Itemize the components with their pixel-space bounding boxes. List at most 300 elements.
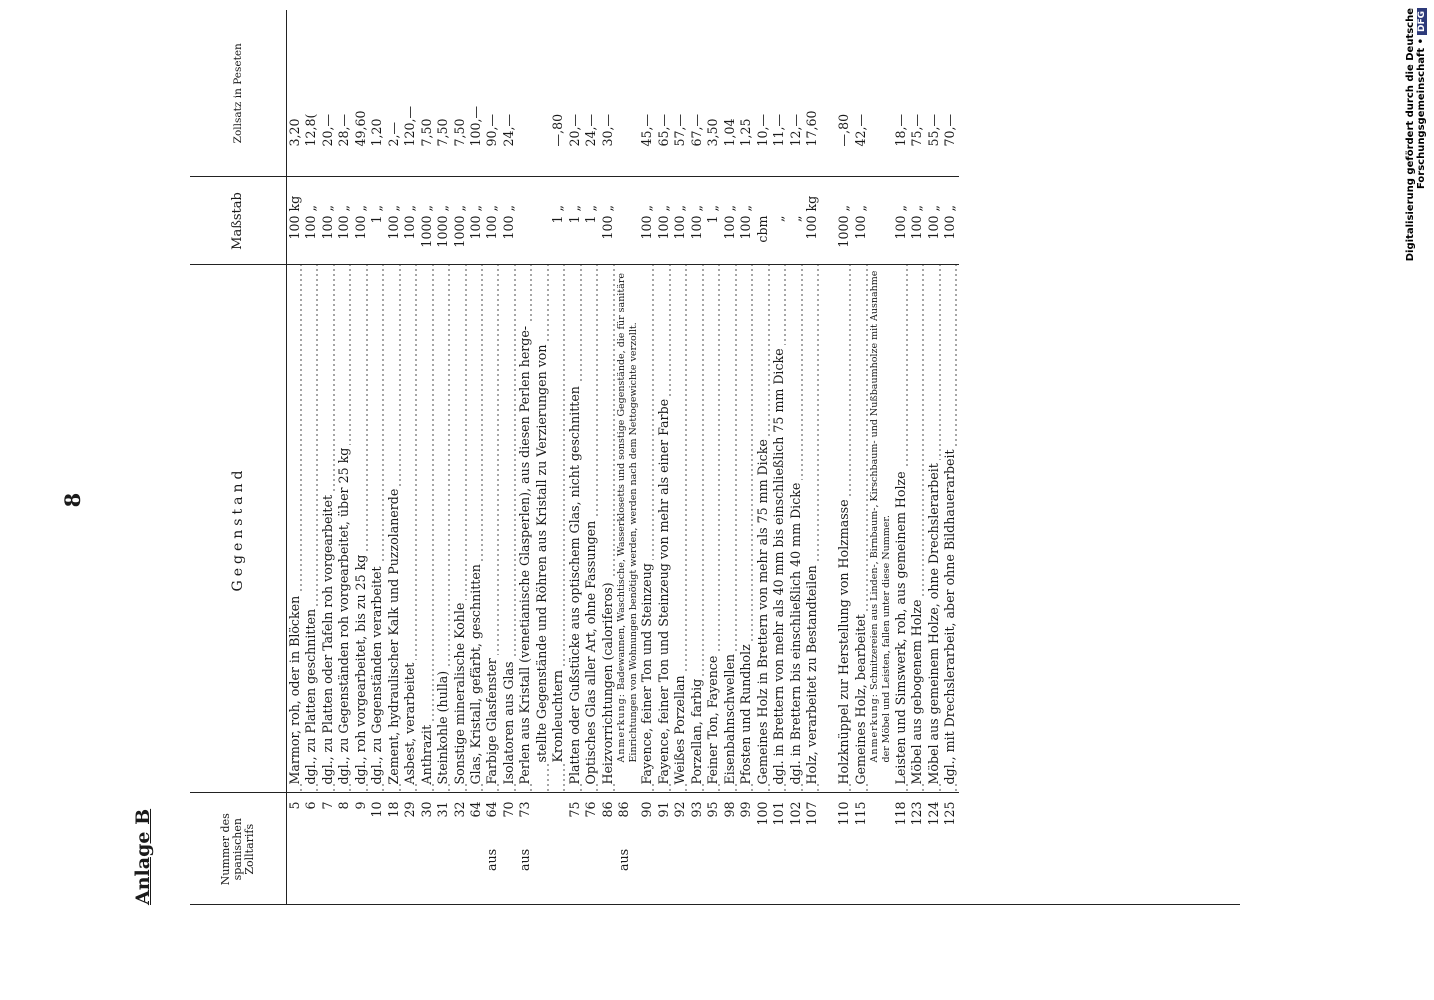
duty-rate-cell bbox=[909, 10, 925, 177]
header-duty-rate: Zollsatz in Peseten bbox=[190, 10, 287, 177]
tariff-number: 86 bbox=[616, 801, 632, 818]
tariff-number-cell bbox=[353, 793, 369, 905]
table-row bbox=[836, 10, 852, 905]
unit-cell bbox=[369, 177, 385, 265]
dfg-logo: DFG bbox=[1417, 8, 1427, 35]
tariff-number-cell bbox=[804, 793, 820, 905]
table-row bbox=[942, 10, 958, 905]
unit-name: „ bbox=[385, 204, 401, 212]
duty-rate: 12,— bbox=[787, 113, 803, 147]
tariff-number-cell bbox=[534, 793, 550, 905]
item-label: Heizvorrichtungen (caloriferos) bbox=[600, 579, 615, 784]
item-label: Zement, hydraulischer Kalk und Puzzolanerde bbox=[386, 486, 401, 785]
unit-name: „ bbox=[550, 204, 566, 212]
duty-rate: 24,— bbox=[583, 113, 599, 147]
unit-quantity: „ bbox=[771, 215, 787, 223]
unit-name: „ bbox=[467, 204, 483, 212]
unit-quantity: 100 bbox=[738, 215, 754, 240]
duty-rate-cell bbox=[517, 10, 533, 177]
table-row bbox=[353, 10, 369, 905]
duty-rate: 3,20 bbox=[287, 118, 302, 147]
item-cell bbox=[534, 265, 550, 793]
aus-prefix: aus bbox=[616, 848, 632, 871]
item-cell bbox=[942, 265, 958, 793]
unit-quantity: 100 bbox=[336, 215, 352, 240]
table-row bbox=[386, 10, 402, 905]
unit-name: „ bbox=[352, 204, 368, 212]
item-label: Eisenbahnschwellen bbox=[722, 651, 737, 785]
table-row bbox=[369, 10, 385, 905]
duty-rate-cell bbox=[386, 10, 402, 177]
unit-cell bbox=[517, 177, 533, 265]
item-label: Isolatoren aus Glas bbox=[501, 659, 516, 785]
item-cell bbox=[656, 265, 672, 793]
table-row bbox=[517, 10, 533, 905]
table-note-row bbox=[616, 10, 639, 905]
tariff-number-cell bbox=[567, 793, 583, 905]
tariff-number-cell bbox=[722, 793, 738, 905]
tariff-number: 91 bbox=[655, 801, 671, 818]
item-label: Glas, Kristall, gefärbt, geschnitten bbox=[468, 561, 483, 784]
unit-name: „ bbox=[655, 204, 671, 212]
duty-rate: 12,8( bbox=[303, 113, 319, 147]
unit-cell bbox=[788, 177, 804, 265]
table-row bbox=[656, 10, 672, 905]
duty-rate-cell bbox=[738, 10, 754, 177]
tariff-number: 30 bbox=[418, 801, 434, 818]
tariff-number-cell bbox=[419, 793, 435, 905]
tariff-number-cell bbox=[689, 793, 705, 905]
tariff-number: 98 bbox=[721, 801, 737, 818]
duty-rate-cell bbox=[853, 10, 869, 177]
duty-rate: —,80 bbox=[836, 113, 852, 147]
table-row bbox=[600, 10, 616, 905]
note-heading: Anmerkung: bbox=[616, 693, 628, 763]
duty-rate: 2,— bbox=[385, 121, 401, 147]
table-row bbox=[689, 10, 705, 905]
header-unit: Maßstab bbox=[190, 177, 287, 265]
item-cell bbox=[435, 265, 451, 793]
unit-name: „ bbox=[566, 204, 582, 212]
table-row bbox=[452, 10, 468, 905]
tariff-number-cell bbox=[583, 793, 599, 905]
duty-rate: 42,— bbox=[852, 113, 868, 147]
table-row bbox=[534, 10, 550, 905]
unit-quantity: 100 bbox=[672, 215, 688, 240]
table-row bbox=[722, 10, 738, 905]
item-cell bbox=[386, 265, 402, 793]
item-label: Perlen aus Kristall (venetianische Glasperlen), aus diesen Perlen herge- bbox=[517, 323, 532, 785]
unit-cell bbox=[452, 177, 468, 265]
item-cell bbox=[705, 265, 721, 793]
unit-cell bbox=[869, 177, 892, 265]
tariff-number: 95 bbox=[705, 801, 721, 818]
unit-name: „ bbox=[909, 204, 925, 212]
duty-rate: 3,50 bbox=[705, 118, 721, 147]
item-label: dgl., mit Drechslerarbeit, aber ohne Bildhauerarbeit bbox=[942, 446, 957, 784]
item-cell bbox=[468, 265, 484, 793]
duty-rate-cell bbox=[672, 10, 688, 177]
tariff-number-cell bbox=[369, 793, 385, 905]
duty-rate-cell bbox=[320, 10, 336, 177]
unit-quantity: 1 bbox=[550, 215, 566, 224]
aus-prefix: aus bbox=[484, 848, 500, 871]
duty-rate: 57,— bbox=[672, 113, 688, 147]
tariff-number-cell bbox=[468, 793, 484, 905]
unit-cell bbox=[468, 177, 484, 265]
unit-name: „ bbox=[583, 204, 599, 212]
duty-rate: 1,20 bbox=[369, 118, 385, 147]
tariff-number-cell bbox=[755, 793, 771, 905]
duty-rate-cell bbox=[287, 10, 304, 177]
tariff-number: 8 bbox=[336, 801, 352, 810]
tariff-number-cell bbox=[600, 793, 616, 905]
duty-rate: 20,— bbox=[319, 113, 335, 147]
duty-rate: 28,— bbox=[336, 113, 352, 147]
duty-rate: 55,— bbox=[925, 113, 941, 147]
tariff-number-cell bbox=[942, 793, 958, 905]
header-tariff-number: Nummer des spanischen Zolltarifs bbox=[190, 793, 287, 905]
duty-rate-cell bbox=[468, 10, 484, 177]
duty-rate-cell bbox=[689, 10, 705, 177]
funding-note bbox=[1405, 8, 1427, 400]
item-cell bbox=[600, 265, 616, 793]
item-label: dgl., zu Gegenständen roh vorgearbeitet, über 25 kg bbox=[336, 445, 351, 785]
unit-name: „ bbox=[319, 204, 335, 212]
tariff-table bbox=[190, 10, 959, 905]
item-label: Optisches Glas aller Art, ohne Fassungen bbox=[583, 518, 598, 785]
unit-name: „ bbox=[705, 204, 721, 212]
duty-rate-cell bbox=[567, 10, 583, 177]
unit-name: „ bbox=[336, 204, 352, 212]
unit-cell bbox=[435, 177, 451, 265]
unit-cell bbox=[722, 177, 738, 265]
unit-quantity: 100 bbox=[352, 215, 368, 240]
unit-cell bbox=[689, 177, 705, 265]
tariff-number: 9 bbox=[352, 801, 368, 810]
unit-quantity: cbm bbox=[754, 215, 770, 243]
item-cell bbox=[517, 265, 533, 793]
header-item: Gegenstand bbox=[190, 265, 287, 793]
tariff-number: 101 bbox=[771, 801, 787, 826]
item-label: Weißes Porzellan bbox=[672, 672, 687, 784]
unit-name: „ bbox=[892, 204, 908, 212]
tariff-number-cell bbox=[893, 793, 909, 905]
item-label: Anthrazit bbox=[419, 722, 434, 785]
duty-rate: 49,60 bbox=[352, 110, 368, 147]
item-cell bbox=[336, 265, 352, 793]
tariff-number-cell bbox=[639, 793, 655, 905]
duty-rate-cell bbox=[501, 10, 517, 177]
duty-rate: 7,50 bbox=[435, 118, 451, 147]
tariff-number-cell bbox=[452, 793, 468, 905]
unit-cell bbox=[926, 177, 942, 265]
unit-cell bbox=[804, 177, 820, 265]
tariff-body bbox=[287, 10, 959, 905]
unit-cell bbox=[386, 177, 402, 265]
tariff-number-cell bbox=[484, 793, 500, 905]
item-cell bbox=[788, 265, 804, 793]
tariff-number: 125 bbox=[942, 801, 958, 826]
duty-rate-cell bbox=[435, 10, 451, 177]
duty-rate: 17,60 bbox=[804, 110, 819, 147]
duty-rate: 90,— bbox=[484, 113, 500, 147]
unit-cell bbox=[738, 177, 754, 265]
unit-cell bbox=[836, 177, 852, 265]
tariff-number: 29 bbox=[402, 801, 418, 818]
item-cell bbox=[893, 265, 909, 793]
duty-rate-cell bbox=[926, 10, 942, 177]
item-label: Gemeines Holz in Brettern von mehr als 75 mm Dicke bbox=[755, 436, 770, 784]
item-cell bbox=[909, 265, 925, 793]
duty-rate-cell bbox=[534, 10, 550, 177]
duty-rate-cell bbox=[550, 10, 566, 177]
table-row bbox=[567, 10, 583, 905]
tariff-number-cell bbox=[386, 793, 402, 905]
unit-cell bbox=[771, 177, 787, 265]
duty-rate: 30,— bbox=[599, 113, 615, 147]
duty-rate-cell bbox=[804, 10, 820, 177]
unit-cell bbox=[893, 177, 909, 265]
table-row bbox=[788, 10, 804, 905]
tariff-number: 10 bbox=[369, 801, 385, 818]
table-row bbox=[639, 10, 655, 905]
table-row bbox=[550, 10, 566, 905]
item-cell bbox=[755, 265, 771, 793]
item-label: dgl., zu Platten oder Tafeln roh vorgearbeitet bbox=[320, 492, 335, 785]
unit-cell bbox=[705, 177, 721, 265]
unit-name: „ bbox=[672, 204, 688, 212]
item-label: Feiner Ton, Fayence bbox=[705, 653, 720, 785]
table-row bbox=[804, 10, 820, 905]
item-label: Porzellan, farbig bbox=[689, 676, 704, 785]
table-row bbox=[771, 10, 787, 905]
duty-rate: 24,— bbox=[500, 113, 516, 147]
tariff-number-cell bbox=[303, 793, 319, 905]
unit-name: „ bbox=[484, 204, 500, 212]
unit-cell bbox=[853, 177, 869, 265]
tariff-number-cell bbox=[320, 793, 336, 905]
duty-rate: 70,— bbox=[942, 113, 958, 147]
tariff-number-cell bbox=[656, 793, 672, 905]
unit-name: „ bbox=[836, 204, 852, 212]
tariff-number: 76 bbox=[583, 801, 599, 818]
unit-cell bbox=[639, 177, 655, 265]
tariff-number: 86 bbox=[599, 801, 615, 818]
unit-name: „ bbox=[639, 204, 655, 212]
unit-cell bbox=[303, 177, 319, 265]
item-cell bbox=[639, 265, 655, 793]
tariff-number: 73 bbox=[517, 801, 533, 818]
item-cell bbox=[353, 265, 369, 793]
unit-quantity: 100 bbox=[599, 215, 615, 240]
table-row bbox=[336, 10, 352, 905]
item-label: Fayence, feiner Ton und Steinzeug bbox=[639, 560, 654, 784]
tariff-number: 32 bbox=[451, 801, 467, 818]
tariff-number-cell bbox=[501, 793, 517, 905]
table-row bbox=[672, 10, 688, 905]
tariff-number-cell bbox=[926, 793, 942, 905]
tariff-number-cell bbox=[771, 793, 787, 905]
unit-cell bbox=[567, 177, 583, 265]
tariff-number-cell bbox=[869, 793, 892, 905]
unit-quantity: 100 bbox=[804, 215, 819, 240]
item-cell bbox=[689, 265, 705, 793]
unit-cell bbox=[600, 177, 616, 265]
table-row bbox=[402, 10, 418, 905]
unit-name: „ bbox=[435, 204, 451, 212]
unit-quantity: „ bbox=[787, 215, 803, 223]
tariff-number: 18 bbox=[385, 801, 401, 818]
duty-rate: 65,— bbox=[655, 113, 671, 147]
item-label: stellte Gegenstände und Röhren aus Kristall zu Verzierungen von bbox=[534, 342, 549, 763]
item-cell bbox=[550, 265, 566, 793]
table-row bbox=[893, 10, 909, 905]
unit-quantity: 1 bbox=[705, 215, 721, 224]
table-row bbox=[909, 10, 925, 905]
tariff-number: 107 bbox=[804, 801, 819, 826]
table-row bbox=[419, 10, 435, 905]
duty-rate: 20,— bbox=[566, 113, 582, 147]
tariff-number: 31 bbox=[435, 801, 451, 818]
tariff-number: 100 bbox=[754, 801, 770, 826]
unit-quantity: 1 bbox=[566, 215, 582, 224]
unit-cell bbox=[287, 177, 304, 265]
unit-cell bbox=[942, 177, 958, 265]
duty-rate-cell bbox=[788, 10, 804, 177]
item-cell bbox=[926, 265, 942, 793]
tariff-number: 6 bbox=[303, 801, 319, 810]
tariff-number: 110 bbox=[836, 801, 852, 826]
table-row bbox=[320, 10, 336, 905]
tariff-number: 5 bbox=[287, 801, 302, 810]
tariff-number: 70 bbox=[500, 801, 516, 818]
table-row bbox=[738, 10, 754, 905]
note-text: Schnitzereien aus Linden-, Birnbaum-, Kirschbaum- und Nußbaumholze mit Ausnahme der Möbel und Leisten, fallen unter diese Nummer. bbox=[869, 270, 893, 763]
table-row bbox=[303, 10, 319, 905]
unit-quantity: 100 bbox=[402, 215, 418, 240]
tariff-number-cell bbox=[788, 793, 804, 905]
unit-name: „ bbox=[852, 204, 868, 212]
item-label: Möbel aus gemeinem Holze, ohne Drechslerarbeit bbox=[926, 460, 941, 784]
item-label: Möbel aus gebogenem Holze bbox=[909, 597, 924, 785]
unit-name: „ bbox=[402, 204, 418, 212]
item-cell bbox=[501, 265, 517, 793]
unit-name: „ bbox=[738, 204, 754, 212]
table-row bbox=[853, 10, 869, 905]
unit-cell bbox=[501, 177, 517, 265]
tariff-number-cell bbox=[738, 793, 754, 905]
unit-quantity: 100 bbox=[303, 215, 319, 240]
table-row bbox=[287, 10, 304, 905]
unit-name: „ bbox=[721, 204, 737, 212]
duty-rate-cell bbox=[600, 10, 616, 177]
unit-quantity: 100 bbox=[385, 215, 401, 240]
item-label: Platten oder Gußstücke aus optischem Glas, nicht geschnitten bbox=[567, 383, 582, 784]
tariff-number-cell bbox=[836, 793, 852, 905]
item-label: Kronleuchtern bbox=[550, 667, 565, 763]
tariff-number-cell bbox=[287, 793, 304, 905]
aus-prefix: aus bbox=[517, 848, 533, 871]
item-cell bbox=[583, 265, 599, 793]
unit-cell bbox=[909, 177, 925, 265]
duty-rate-cell bbox=[336, 10, 352, 177]
tariff-number-cell bbox=[672, 793, 688, 905]
unit-name: „ bbox=[500, 204, 516, 212]
item-cell bbox=[484, 265, 500, 793]
unit-cell bbox=[672, 177, 688, 265]
unit-quantity: 100 bbox=[287, 215, 302, 240]
duty-rate-cell bbox=[705, 10, 721, 177]
unit-cell bbox=[419, 177, 435, 265]
unit-cell bbox=[616, 177, 639, 265]
duty-rate-cell bbox=[452, 10, 468, 177]
unit-quantity: 100 bbox=[639, 215, 655, 240]
unit-name: „ bbox=[451, 204, 467, 212]
tariff-number-cell bbox=[616, 793, 639, 905]
unit-name: kg bbox=[804, 195, 819, 212]
unit-quantity: 100 bbox=[721, 215, 737, 240]
table-row bbox=[705, 10, 721, 905]
item-cell bbox=[672, 265, 688, 793]
unit-quantity: 100 bbox=[909, 215, 925, 240]
table-spacer-row bbox=[820, 10, 836, 905]
duty-rate-cell bbox=[893, 10, 909, 177]
tariff-number-cell bbox=[517, 793, 533, 905]
unit-quantity: 100 bbox=[688, 215, 704, 240]
note-cell bbox=[869, 265, 892, 793]
item-label: Marmor, roh, oder in Blöcken bbox=[287, 593, 302, 785]
funding-text: Digitalisierung gefördert durch die Deutsche Forschungsgemeinschaft • bbox=[1405, 8, 1427, 262]
table-row bbox=[926, 10, 942, 905]
item-cell bbox=[836, 265, 852, 793]
duty-rate: 100,— bbox=[467, 105, 483, 147]
unit-name: „ bbox=[418, 204, 434, 212]
table-header-row bbox=[190, 10, 287, 905]
item-cell bbox=[402, 265, 418, 793]
unit-name: „ bbox=[925, 204, 941, 212]
duty-rate-cell bbox=[353, 10, 369, 177]
unit-quantity: 100 bbox=[319, 215, 335, 240]
duty-rate-cell bbox=[369, 10, 385, 177]
duty-rate-cell bbox=[616, 10, 639, 177]
item-label: Gemeines Holz, bearbeitet bbox=[853, 611, 868, 784]
unit-cell bbox=[534, 177, 550, 265]
table-row bbox=[755, 10, 771, 905]
table-row bbox=[583, 10, 599, 905]
duty-rate: 7,50 bbox=[418, 118, 434, 147]
unit-quantity: 1000 bbox=[418, 215, 434, 248]
item-label: Pfosten und Rundholz bbox=[738, 641, 753, 784]
item-cell bbox=[452, 265, 468, 793]
item-cell bbox=[722, 265, 738, 793]
item-label: dgl. in Brettern bis einschließlich 40 mm Dicke bbox=[788, 480, 803, 785]
note-heading: Anmerkung: bbox=[869, 693, 881, 763]
page-number: 8 bbox=[60, 492, 85, 508]
unit-cell bbox=[353, 177, 369, 265]
duty-rate-cell bbox=[722, 10, 738, 177]
unit-quantity: 100 bbox=[925, 215, 941, 240]
item-label: dgl., roh vorgearbeitet, bis zu 25 kg bbox=[353, 552, 368, 785]
unit-quantity: 100 bbox=[942, 215, 958, 240]
duty-rate: 11,— bbox=[771, 113, 787, 147]
tariff-number: 64 bbox=[467, 801, 483, 818]
unit-quantity: 1 bbox=[583, 215, 599, 224]
duty-rate-cell bbox=[419, 10, 435, 177]
unit-quantity: 100 bbox=[655, 215, 671, 240]
tariff-number: 115 bbox=[852, 801, 868, 826]
tariff-number-cell bbox=[550, 793, 566, 905]
